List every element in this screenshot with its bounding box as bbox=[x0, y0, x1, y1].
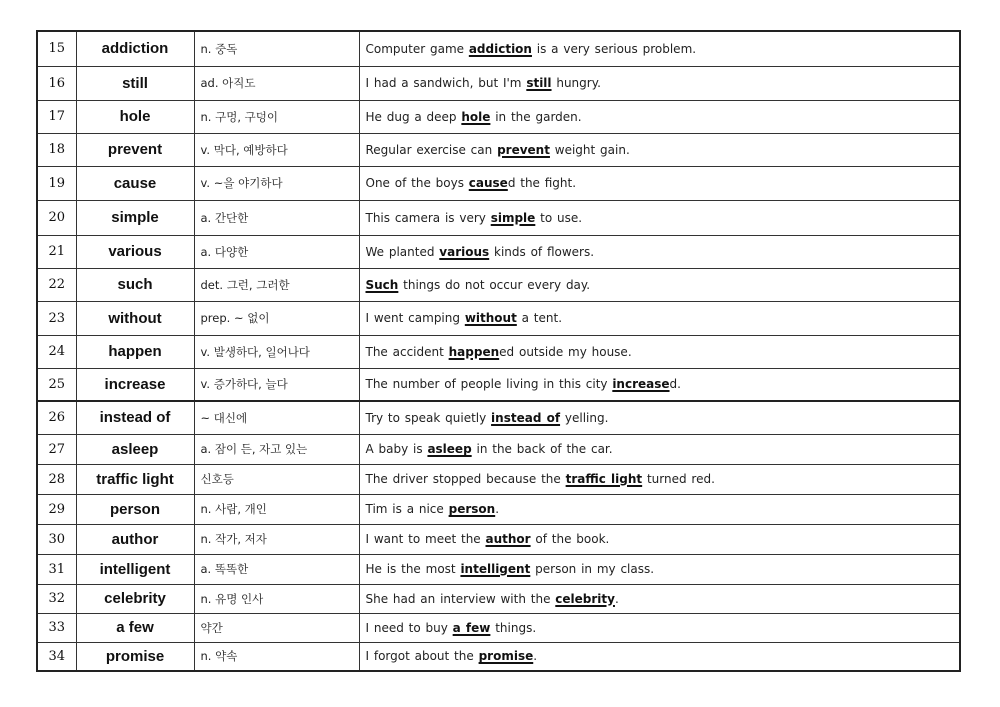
vocab-word: person bbox=[76, 494, 194, 524]
row-number: 24 bbox=[37, 335, 76, 368]
korean-meaning: a. 똑똑한 bbox=[194, 554, 359, 584]
table-row bbox=[37, 642, 960, 671]
example-after: person in my class. bbox=[530, 562, 655, 576]
example-keyword: various bbox=[439, 244, 490, 259]
example-before: I forgot about the bbox=[365, 649, 479, 664]
example-before: I went camping bbox=[365, 311, 465, 325]
table-row bbox=[37, 166, 960, 200]
example-after: hungry. bbox=[551, 76, 601, 90]
example-before: We planted bbox=[365, 244, 440, 259]
example-before: He is the most bbox=[365, 562, 461, 576]
korean-meaning: det. 그런, 그러한 bbox=[194, 268, 359, 301]
table-row bbox=[37, 401, 960, 434]
example-sentence bbox=[359, 200, 960, 235]
example-before: I need to buy bbox=[365, 620, 453, 635]
table-row bbox=[37, 301, 960, 335]
example-sentence bbox=[359, 301, 960, 335]
row-number: 25 bbox=[37, 368, 76, 401]
example-keyword: addiction bbox=[468, 41, 532, 56]
table-row bbox=[37, 235, 960, 268]
example-keyword: instead of bbox=[491, 410, 561, 425]
example-after: to use. bbox=[535, 210, 583, 225]
example-keyword: author bbox=[485, 532, 531, 546]
korean-meaning: n. 중독 bbox=[194, 31, 359, 66]
row-number: 29 bbox=[37, 494, 76, 524]
example-before: Try to speak quietly bbox=[365, 410, 492, 425]
example-keyword: prevent bbox=[497, 142, 550, 157]
example-sentence bbox=[359, 584, 960, 613]
example-after: d. bbox=[669, 377, 681, 392]
vocab-word: prevent bbox=[76, 133, 194, 166]
korean-meaning: v. 막다, 예방하다 bbox=[194, 133, 359, 166]
example-sentence bbox=[359, 434, 960, 464]
example-sentence bbox=[359, 524, 960, 554]
table-row bbox=[37, 464, 960, 494]
example-before: The accident bbox=[365, 344, 449, 359]
example-keyword: hole bbox=[461, 109, 491, 124]
example-before: One of the boys bbox=[365, 176, 469, 190]
example-sentence bbox=[359, 100, 960, 133]
korean-meaning: a. 다양한 bbox=[194, 235, 359, 268]
example-before: I had a sandwich, but I'm bbox=[365, 76, 527, 90]
vocab-word: addiction bbox=[76, 31, 194, 66]
row-number: 32 bbox=[37, 584, 76, 613]
row-number: 18 bbox=[37, 133, 76, 166]
vocab-word: cause bbox=[76, 166, 194, 200]
example-keyword: promise bbox=[478, 649, 534, 664]
row-number: 23 bbox=[37, 301, 76, 335]
table-row bbox=[37, 434, 960, 464]
example-before: Regular exercise can bbox=[365, 142, 498, 157]
example-keyword: happen bbox=[448, 344, 500, 359]
table-row bbox=[37, 524, 960, 554]
table-row bbox=[37, 66, 960, 100]
korean-meaning: n. 유명 인사 bbox=[194, 584, 359, 613]
example-sentence bbox=[359, 613, 960, 642]
row-number: 16 bbox=[37, 66, 76, 100]
vocabulary-table bbox=[36, 30, 961, 672]
example-after: ed outside my house. bbox=[499, 344, 632, 359]
row-number: 19 bbox=[37, 166, 76, 200]
table-row bbox=[37, 335, 960, 368]
row-number: 31 bbox=[37, 554, 76, 584]
example-before: Tim is a nice bbox=[365, 502, 449, 516]
example-sentence bbox=[359, 66, 960, 100]
korean-meaning: n. 작가, 저자 bbox=[194, 524, 359, 554]
example-keyword: increase bbox=[612, 377, 670, 392]
vocab-word: happen bbox=[76, 335, 194, 368]
example-before: I want to meet the bbox=[365, 532, 486, 546]
vocab-word: simple bbox=[76, 200, 194, 235]
korean-meaning: v. ~을 야기하다 bbox=[194, 166, 359, 200]
table-row bbox=[37, 100, 960, 133]
example-before: The driver stopped because the bbox=[365, 472, 566, 486]
vocab-word: traffic light bbox=[76, 464, 194, 494]
example-sentence bbox=[359, 335, 960, 368]
vocabulary-table-body bbox=[37, 31, 960, 671]
example-sentence bbox=[359, 642, 960, 671]
table-row bbox=[37, 268, 960, 301]
korean-meaning: v. 증가하다, 늘다 bbox=[194, 368, 359, 401]
table-row bbox=[37, 494, 960, 524]
example-after: weight gain. bbox=[549, 142, 630, 157]
korean-meaning: v. 발생하다, 일어나다 bbox=[194, 335, 359, 368]
table-row bbox=[37, 368, 960, 401]
vocab-word: asleep bbox=[76, 434, 194, 464]
example-before: The number of people living in this city bbox=[365, 377, 613, 392]
row-number: 27 bbox=[37, 434, 76, 464]
table-row bbox=[37, 584, 960, 613]
example-after: of the book. bbox=[530, 532, 610, 546]
korean-meaning: 약간 bbox=[194, 613, 359, 642]
example-sentence bbox=[359, 554, 960, 584]
example-before: Computer game bbox=[365, 41, 469, 56]
table-row bbox=[37, 554, 960, 584]
example-before: She had an interview with the bbox=[365, 591, 556, 606]
vocab-word: such bbox=[76, 268, 194, 301]
example-keyword: simple bbox=[490, 210, 536, 225]
example-sentence bbox=[359, 166, 960, 200]
example-after: in the garden. bbox=[490, 109, 582, 124]
korean-meaning: a. 간단한 bbox=[194, 200, 359, 235]
row-number: 20 bbox=[37, 200, 76, 235]
row-number: 30 bbox=[37, 524, 76, 554]
example-keyword: celebrity bbox=[555, 591, 615, 606]
example-sentence bbox=[359, 401, 960, 434]
example-after: . bbox=[495, 502, 500, 516]
example-keyword: asleep bbox=[427, 442, 472, 456]
example-keyword: a few bbox=[452, 620, 491, 635]
example-sentence bbox=[359, 133, 960, 166]
korean-meaning: ~ 대신에 bbox=[194, 401, 359, 434]
row-number: 22 bbox=[37, 268, 76, 301]
vocab-word: intelligent bbox=[76, 554, 194, 584]
table-row bbox=[37, 31, 960, 66]
example-before: This camera is very bbox=[365, 210, 491, 225]
example-keyword: without bbox=[464, 311, 517, 325]
row-number: 28 bbox=[37, 464, 76, 494]
vocab-word: a few bbox=[76, 613, 194, 642]
vocab-word: instead of bbox=[76, 401, 194, 434]
korean-meaning: ad. 아직도 bbox=[194, 66, 359, 100]
vocab-word: various bbox=[76, 235, 194, 268]
row-number: 15 bbox=[37, 31, 76, 66]
example-keyword: cause bbox=[468, 176, 508, 190]
table-row bbox=[37, 200, 960, 235]
example-before: He dug a deep bbox=[365, 109, 462, 124]
example-after: yelling. bbox=[560, 410, 609, 425]
example-after: turned red. bbox=[642, 472, 715, 486]
example-after: in the back of the car. bbox=[471, 442, 613, 456]
example-after: . bbox=[533, 649, 538, 664]
row-number: 33 bbox=[37, 613, 76, 642]
example-after: things do not occur every day. bbox=[398, 277, 591, 292]
korean-meaning: n. 약속 bbox=[194, 642, 359, 671]
example-after: things. bbox=[490, 620, 537, 635]
example-before: A baby is bbox=[365, 442, 428, 456]
vocab-word: celebrity bbox=[76, 584, 194, 613]
example-keyword: Such bbox=[365, 277, 399, 292]
vocab-word: increase bbox=[76, 368, 194, 401]
example-after: . bbox=[614, 591, 619, 606]
vocab-word: without bbox=[76, 301, 194, 335]
example-sentence bbox=[359, 368, 960, 401]
vocab-word: still bbox=[76, 66, 194, 100]
korean-meaning: prep. ~ 없이 bbox=[194, 301, 359, 335]
example-keyword: person bbox=[448, 502, 496, 516]
example-sentence bbox=[359, 268, 960, 301]
row-number: 26 bbox=[37, 401, 76, 434]
example-sentence bbox=[359, 235, 960, 268]
table-row bbox=[37, 133, 960, 166]
example-sentence bbox=[359, 464, 960, 494]
example-after: a tent. bbox=[516, 311, 563, 325]
korean-meaning: a. 잠이 든, 자고 있는 bbox=[194, 434, 359, 464]
example-keyword: intelligent bbox=[460, 562, 531, 576]
example-after: kinds of flowers. bbox=[489, 244, 595, 259]
example-keyword: traffic light bbox=[565, 472, 643, 486]
row-number: 17 bbox=[37, 100, 76, 133]
vocab-word: hole bbox=[76, 100, 194, 133]
row-number: 34 bbox=[37, 642, 76, 671]
korean-meaning: n. 사람, 개인 bbox=[194, 494, 359, 524]
korean-meaning: n. 구멍, 구덩이 bbox=[194, 100, 359, 133]
vocab-word: author bbox=[76, 524, 194, 554]
example-sentence bbox=[359, 494, 960, 524]
korean-meaning: 신호등 bbox=[194, 464, 359, 494]
example-after: is a very serious problem. bbox=[531, 41, 697, 56]
table-row bbox=[37, 613, 960, 642]
example-after: d the fight. bbox=[507, 176, 577, 190]
example-sentence bbox=[359, 31, 960, 66]
row-number: 21 bbox=[37, 235, 76, 268]
example-keyword: still bbox=[526, 76, 552, 90]
vocab-word: promise bbox=[76, 642, 194, 671]
